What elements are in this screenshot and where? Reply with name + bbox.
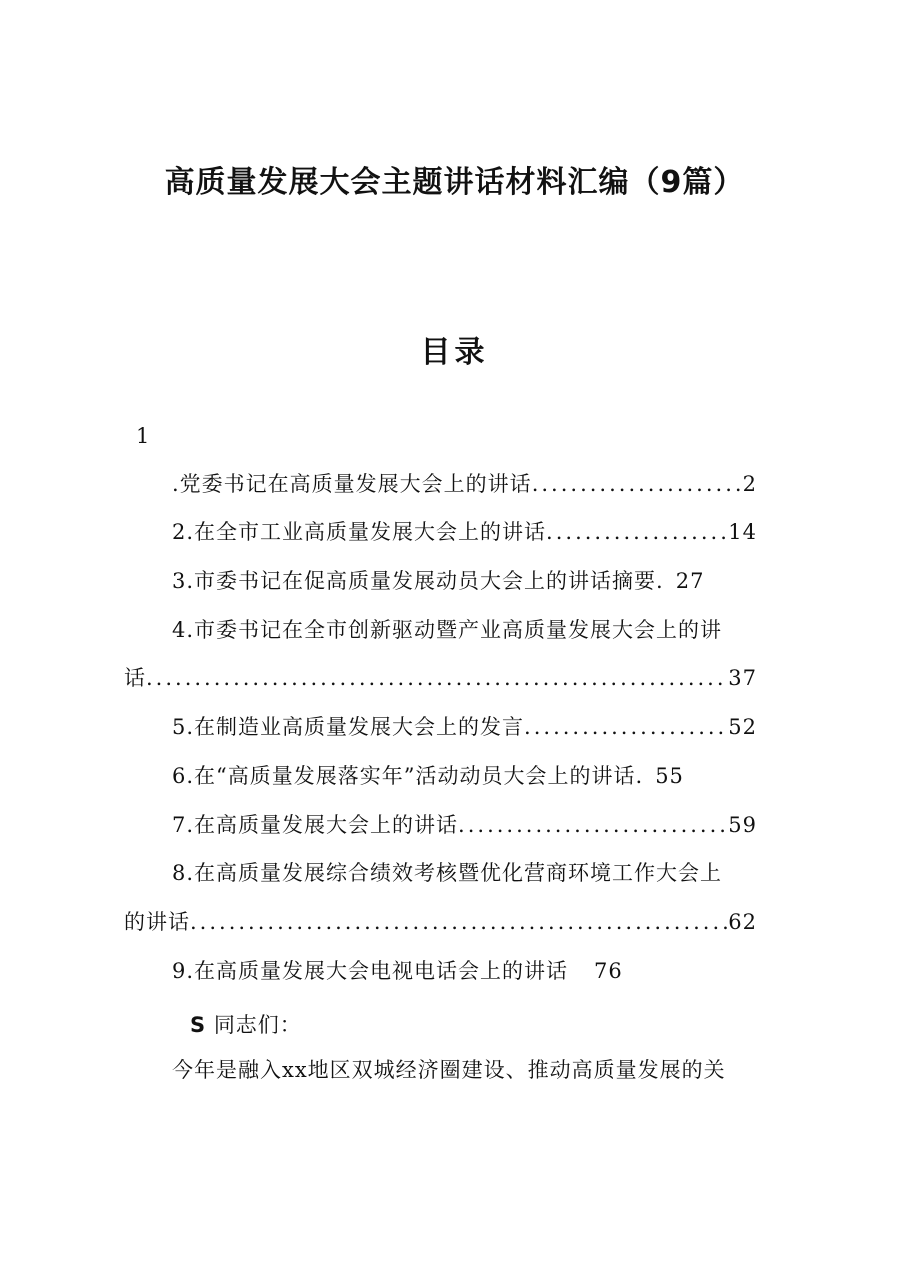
stray-number: 1 — [136, 424, 151, 448]
toc-entry-title: 的讲话 — [124, 910, 190, 934]
greeting-line — [190, 1010, 302, 1040]
toc-leader-dots — [546, 517, 728, 547]
document-title: 高质量发展大会主题讲话材料汇编（9篇） — [164, 165, 745, 200]
toc-entry-9[interactable] — [172, 956, 757, 986]
toc-entry-7[interactable] — [172, 810, 757, 840]
toc-leader-dots — [524, 712, 728, 742]
toc-entry-1[interactable] — [172, 469, 757, 499]
toc-entry-page: 62 — [728, 910, 757, 934]
toc-entry-title: 7.在高质量发展大会上的讲话 — [172, 813, 459, 837]
toc-entry-page: 27 — [675, 569, 705, 593]
toc-leader-dots — [532, 469, 743, 499]
greeting-prefix: S — [190, 1013, 207, 1037]
toc-entry-5[interactable] — [172, 712, 757, 742]
toc-entry-page: 55 — [655, 764, 684, 788]
toc-entry-2[interactable] — [172, 517, 757, 547]
toc-entry-3[interactable] — [172, 566, 757, 596]
toc-entry-page: 2 — [742, 472, 757, 496]
toc-entry-page: 76 — [594, 959, 623, 983]
toc-entry-page: 37 — [728, 666, 757, 690]
toc-entry-title: .党委书记在高质量发展大会上的讲话 — [172, 472, 532, 496]
toc-heading: 目录 — [420, 335, 489, 370]
body-paragraph-line: 今年是融入xx地区双城经济圈建设、推动高质量发展的关 — [172, 1058, 726, 1082]
toc-leader-dots — [458, 810, 728, 840]
toc-entry-title: 2.在全市工业高质量发展大会上的讲话 — [172, 520, 547, 544]
toc-leader-dots — [146, 663, 728, 693]
toc-entry-page: 59 — [728, 813, 757, 837]
toc-entry-page: 52 — [728, 715, 757, 739]
toc-entry-title: 3.市委书记在促高质量发展动员大会上的讲话摘要. — [172, 569, 664, 593]
toc-entry-6[interactable] — [172, 761, 757, 791]
toc-entry-page: 14 — [728, 520, 757, 544]
toc-entry-title: 6.在“高质量发展落实年”活动动员大会上的讲话. — [172, 764, 644, 788]
toc-entry-4-line1[interactable]: 4.市委书记在全市创新驱动暨产业高质量发展大会上的讲 — [172, 618, 723, 642]
toc-entry-8-line1[interactable]: 8.在高质量发展综合绩效考核暨优化营商环境工作大会上 — [172, 861, 723, 885]
toc-leader-dots — [190, 907, 728, 937]
toc-entry-title: 9.在高质量发展大会电视电话会上的讲话 — [172, 959, 569, 983]
greeting-text: 同志们： — [213, 1013, 302, 1037]
toc-entry-8[interactable] — [124, 907, 757, 937]
toc-entry-title: 5.在制造业高质量发展大会上的发言 — [172, 715, 525, 739]
toc-entry-title: 话 — [124, 666, 146, 690]
toc-entry-4[interactable] — [124, 663, 757, 693]
